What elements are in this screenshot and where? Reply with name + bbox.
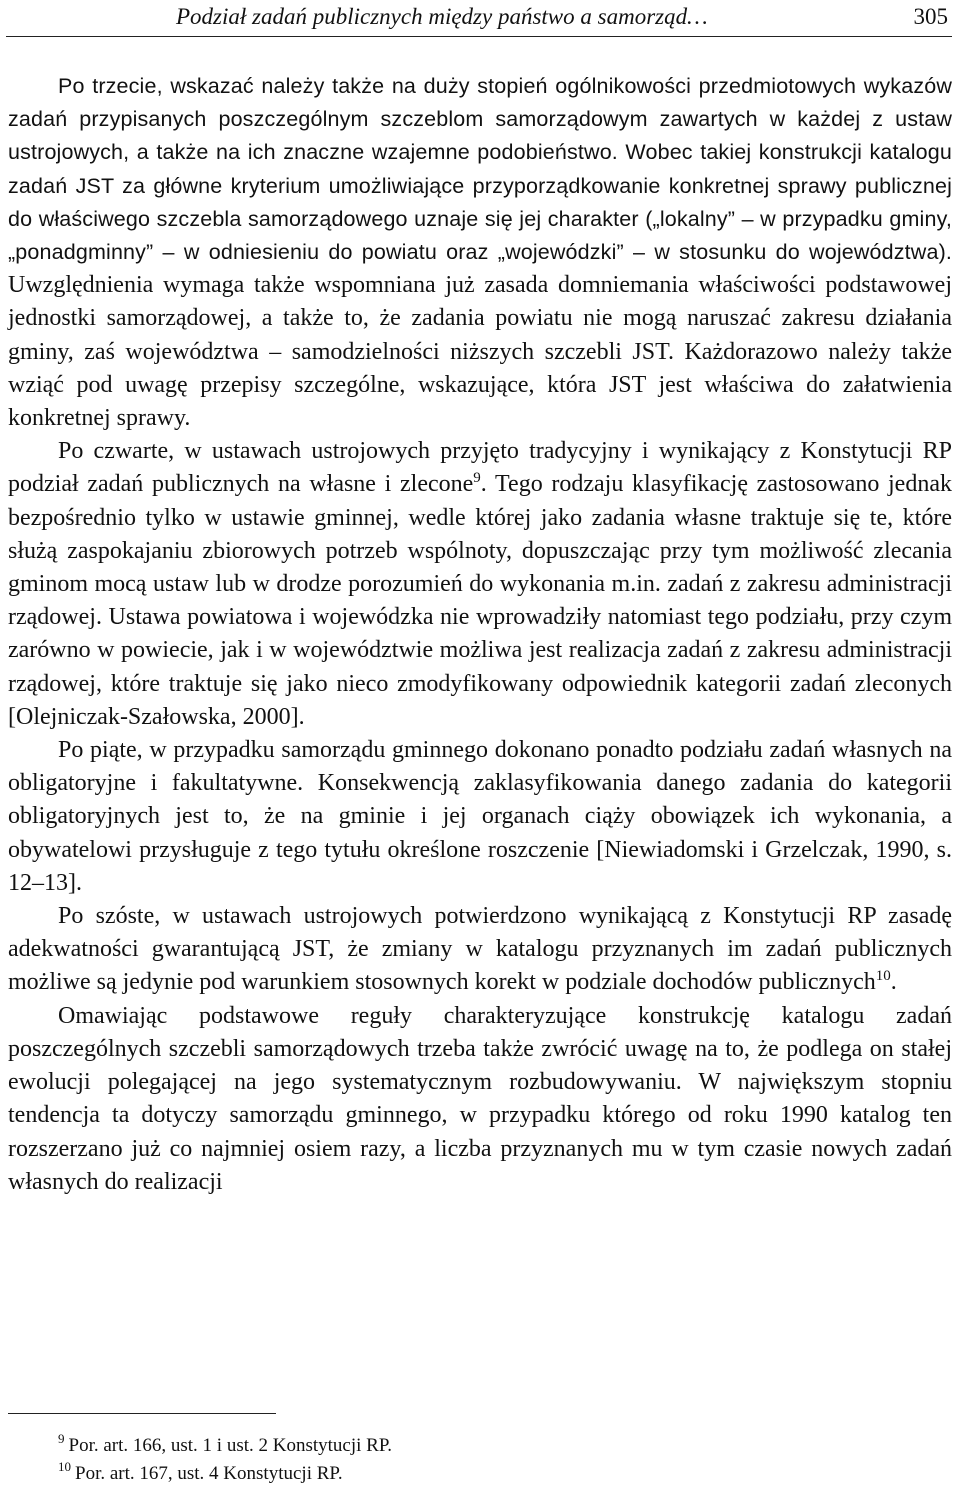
footnote-ref-10[interactable]: 10 xyxy=(875,968,891,985)
paragraph-4-text-a: Po szóste, w ustawach ustrojowych potwierdzono wynikającą z Konstytucji RP zasadę adekwatności gwarantującą JST, że zmiany w katalogu przyznanych im zadań publicznych możliwe są jedynie pod warunkiem stosownych korekt w podziale dochodów publicznych xyxy=(8,903,952,996)
paragraph-2-text-b: . Tego rodzaju klasyfikację zastosowano jednak bezpośrednio tylko w ustawie gminnej, wedle której jako zadania własne traktuje się te, które służą zaspokajaniu zbiorowych potrzeb wspólnoty, dopuszczając przy tym możliwość zlecania gminom mocą ustaw lub w drodze porozumień do wykonania m.in. zadań z zakresu administracji rządowej. Ustawa powiatowa i wojewódzka nie wprowadziły natomiast tego podziału, przy czym zarówno w powiecie, jak i w województwie możliwa jest realizacja zadań z zakresu administracji rządowej, które traktuje się jako nieco zmodyfikowany odpowiednik kategorii zadań zleconych [Olejniczak-Szałowska, 2000]. xyxy=(8,471,952,730)
footnotes xyxy=(58,1432,392,1488)
footnote-number: 9 xyxy=(58,1431,65,1446)
footnote-number: 10 xyxy=(58,1459,71,1474)
footnote-text: Por. art. 167, ust. 4 Konstytucji RP. xyxy=(75,1463,343,1484)
paragraph-1-serif-part: Uwzględnienia wymaga także wspomniana już zasada domniemania właściwości podstawowej jednostki samorządowej, a także to, że zadania powiatu nie mogą naruszać zakresu działania gminy, zaś województwa – samodzielności niższych szczebli JST. Każdorazowo należy także wziąć pod uwagę przepisy szczególne, wskazujące, która JST jest właściwa do załatwienia konkretnej sprawy. xyxy=(8,272,952,432)
body-text xyxy=(8,70,952,1199)
paragraph-1 xyxy=(8,70,952,435)
paragraph-2-text-a: Po czwarte, w ustawach ustrojowych przyjęto tradycyjny i wynikający z Konstytucji RP podział zadań publicznych na własne i zlecone xyxy=(8,438,952,498)
paragraph-4-text-b: . xyxy=(890,969,897,996)
footnote-9 xyxy=(58,1432,392,1460)
page-number: 305 xyxy=(913,4,948,29)
footnote-ref-9[interactable]: 9 xyxy=(473,470,481,487)
footnote-separator xyxy=(8,1413,276,1414)
running-title: Podział zadań publicznych między państwo a samorząd… xyxy=(176,4,708,29)
paragraph-2 xyxy=(8,435,952,734)
footnote-text: Por. art. 166, ust. 1 i ust. 2 Konstytucji RP. xyxy=(68,1435,393,1456)
paragraph-1-sans-part: Po trzecie, wskazać należy także na duży stopień ogólnikowości przedmiotowych wykazów zadań przypisanych poszczególnym szczeblom samorządowym zawartych w każdej z ustaw ustrojowych, a także na ich znaczne wzajemne podobieństwo. Wobec takiej konstrukcji katalogu zadań JST za główne kryterium umożliwiające przyporządkowanie konkretnej sprawy publicznej do właściwego szczebla samorządowego uznaje się jej charakter („lokalny” – w przypadku gminy, „ponadgminny” – w odniesieniu do powiatu oraz „wojewódzki” – w stosunku do województwa). xyxy=(8,74,952,265)
paragraph-3: Po piąte, w przypadku samorządu gminnego dokonano ponadto podziału zadań własnych na obligatoryjne i fakultatywne. Konsekwencją zaklasyfikowania danego zadania do kategorii obligatoryjnych jest to, że na gminie i jej organach ciąży obowiązek ich wykonania, a obywatelowi przysługuje z tego tytułu określone roszczenie [Niewiadomski i Grzelczak, 1990, s. 12–13]. xyxy=(8,737,952,896)
footnote-10 xyxy=(58,1460,392,1488)
paragraph-4 xyxy=(8,900,952,1000)
paragraph-5: Omawiając podstawowe reguły charakteryzujące konstrukcję katalogu zadań poszczególnych szczebli samorządowych trzeba także zwrócić uwagę na to, że podlega on stałej ewolucji polegającej na jego systematycznym rozbudowywaniu. W największym stopniu tendencja ta dotyczy samorządu gminnego, w przypadku którego od roku 1990 katalog ten rozszerzano już co najmniej osiem razy, a liczba przyznanych mu w tym czasie nowych zadań własnych do realizacji xyxy=(8,1002,952,1195)
page-header xyxy=(6,0,952,37)
